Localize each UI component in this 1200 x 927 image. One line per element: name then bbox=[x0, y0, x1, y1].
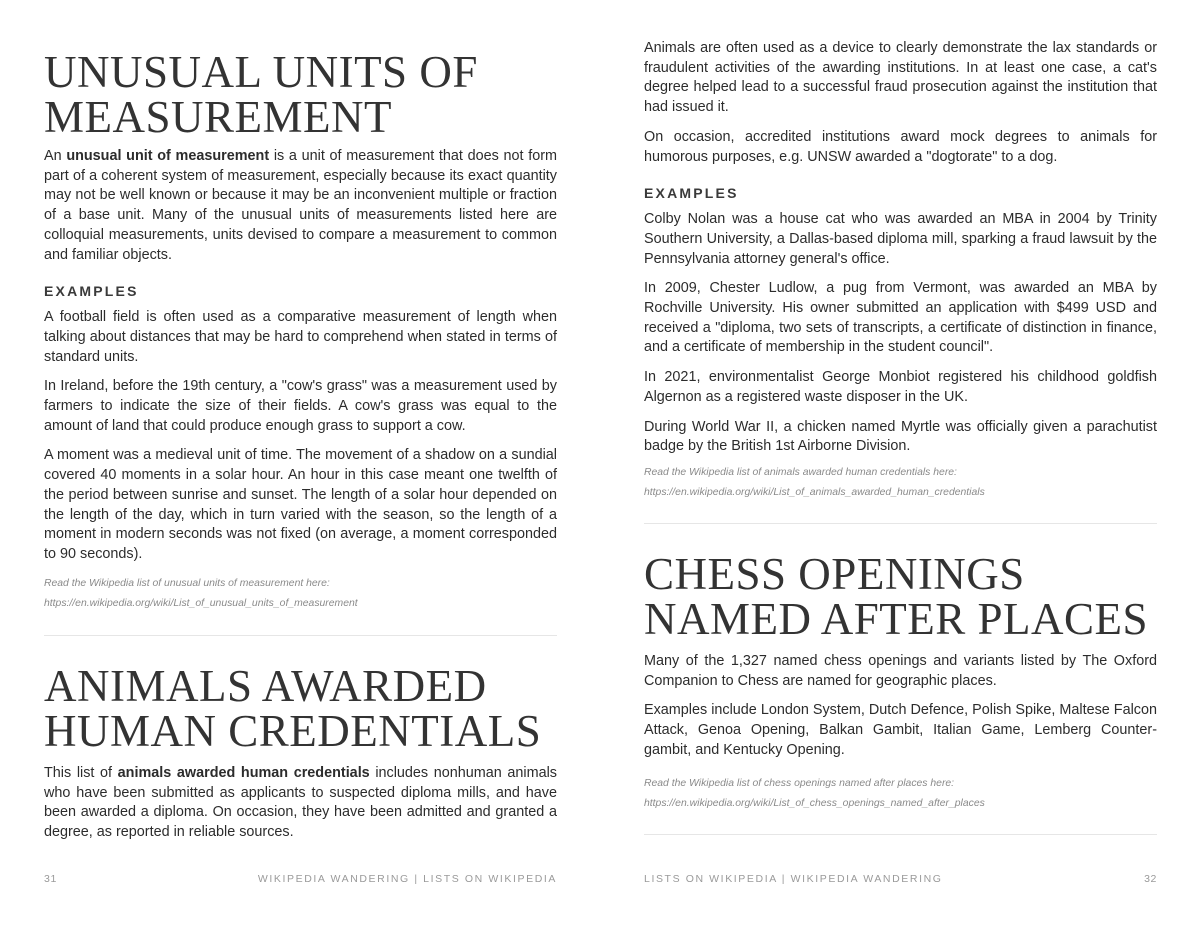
title-line: CHESS OPENINGS bbox=[644, 549, 1025, 599]
running-head: LISTS ON WIKIPEDIA | WIKIPEDIA WANDERING bbox=[644, 873, 943, 885]
chess-section bbox=[644, 549, 1157, 644]
source-link[interactable]: https://en.wikipedia.org/wiki/List_of_chess_openings_named_after_places bbox=[644, 798, 985, 809]
example-paragraph: A moment was a medieval unit of time. The movement of a shadow on a sundial covered 40 moments in a solar hour. An hour in this case meant one twelfth of the period between sunrise and sunset. The length of a solar hour depended on the length of the day, which in turn varied with the season, so the length of a moment in modern seconds was not fixed (on average, a moment corresponded to 90 seconds). bbox=[44, 447, 557, 562]
animals-body bbox=[44, 764, 557, 853]
section-title bbox=[44, 661, 557, 756]
page-number: 31 bbox=[44, 873, 57, 885]
source-note bbox=[644, 463, 1157, 503]
example-paragraph: Colby Nolan was a house cat who was awarded an MBA in 2004 by Trinity Southern University, a Dallas-based diploma mill, sparking a fraud lawsuit by the Pennsylvania attorney general's office. bbox=[644, 211, 1157, 267]
page-number: 32 bbox=[1144, 873, 1157, 885]
example-paragraph: In 2021, environmentalist George Monbiot registered his childhood goldfish Algernon as a registered waste disposer in the UK. bbox=[644, 369, 1157, 405]
example-paragraph: A football field is often used as a comparative measurement of length when talking about distances that may be hard to comprehend when stated in terms of standard units. bbox=[44, 309, 557, 365]
source-caption: Read the Wikipedia list of unusual units of measurement here: bbox=[44, 578, 330, 589]
title-line: NAMED AFTER PLACES bbox=[644, 594, 1149, 644]
title-line: UNUSUAL UNITS OF bbox=[44, 47, 478, 97]
source-link[interactable]: https://en.wikipedia.org/wiki/List_of_animals_awarded_human_credentials bbox=[644, 487, 985, 498]
running-head: WIKIPEDIA WANDERING | LISTS ON WIKIPEDIA bbox=[257, 873, 557, 885]
intro-post: is a unit of measurement that does not form part of a coherent system of measurement, especially because its exact quantity may not be well known or because it may be an inconvenient multiple or fraction of a base unit. Many of the unusual units of measurements listed here are colloquial measurements, units devised to compare a measurement to common and familiar objects. bbox=[44, 148, 558, 263]
title-line: HUMAN CREDENTIALS bbox=[44, 706, 542, 756]
intro-post: includes nonhuman animals who have been submitted as applicants to suspected diploma mills, and have been awarded a diploma. On occasion, they have been admitted and granted a degree, as reported in reliable sources. bbox=[44, 765, 557, 841]
intro-bold-term: animals awarded human credentials bbox=[117, 765, 370, 781]
body-paragraph: On occasion, accredited institutions award mock degrees to animals for humorous purposes, e.g. UNSW awarded a "dogtorate" to a dog. bbox=[644, 128, 1157, 165]
examples-subhead: EXAMPLES bbox=[44, 283, 139, 300]
section-title bbox=[44, 47, 557, 142]
intro-bold-term: unusual unit of measurement bbox=[66, 148, 270, 164]
source-note bbox=[44, 574, 557, 614]
unusual-units-body bbox=[44, 147, 557, 575]
intro-pre: An bbox=[44, 148, 67, 164]
example-paragraph: During World War II, a chicken named Myrtle was officially given a parachutist badge by the British 1st Airborne Division. bbox=[644, 418, 1157, 455]
body-paragraph: Animals are often used as a device to clearly demonstrate the lax standards or fraudulent activities of the awarding institutions. In at least one case, a cat's degree helped lead to a successful fraud prosecution against the institution that had issued it. bbox=[644, 40, 1157, 116]
body-paragraph: Examples include London System, Dutch Defence, Polish Spike, Maltese Falcon Attack, Genoa Opening, Balkan Gambit, Italian Game, Lemberg Counter-gambit, and Kentucky Opening. bbox=[644, 702, 1157, 758]
source-note bbox=[644, 774, 1157, 814]
section-title bbox=[644, 549, 1157, 644]
animals-continuation bbox=[644, 39, 1157, 467]
examples-subhead: EXAMPLES bbox=[644, 185, 739, 202]
source-caption: Read the Wikipedia list of animals awarded human credentials here: bbox=[644, 467, 957, 478]
section-divider bbox=[644, 834, 1157, 835]
section-divider bbox=[644, 523, 1157, 524]
title-line: MEASUREMENT bbox=[44, 92, 393, 142]
body-paragraph: Many of the 1,327 named chess openings and variants listed by The Oxford Companion to Chess are named for geographic places. bbox=[644, 653, 1157, 689]
example-paragraph: In 2009, Chester Ludlow, a pug from Vermont, was awarded an MBA by Rochville University. His owner submitted an application with $499 USD and received a "diploma, two sets of transcripts, a certificate of distinction in finance, and a certificate of membership in the student council". bbox=[644, 280, 1157, 356]
intro-pre: This list of bbox=[44, 765, 118, 781]
chess-body bbox=[644, 652, 1157, 771]
intro-paragraph bbox=[44, 764, 557, 843]
animals-section bbox=[44, 661, 557, 756]
section-divider bbox=[44, 635, 557, 636]
intro-paragraph bbox=[44, 147, 557, 265]
source-link[interactable]: https://en.wikipedia.org/wiki/List_of_unusual_units_of_measurement bbox=[44, 598, 358, 609]
title-line: ANIMALS AWARDED bbox=[44, 661, 487, 711]
unusual-units-section bbox=[44, 47, 557, 142]
source-caption: Read the Wikipedia list of chess openings named after places here: bbox=[644, 778, 955, 789]
example-paragraph: In Ireland, before the 19th century, a "cow's grass" was a measurement used by farmers to indicate the size of their fields. A cow's grass was equal to the amount of land that could produce enough grass to support a cow. bbox=[44, 378, 557, 434]
